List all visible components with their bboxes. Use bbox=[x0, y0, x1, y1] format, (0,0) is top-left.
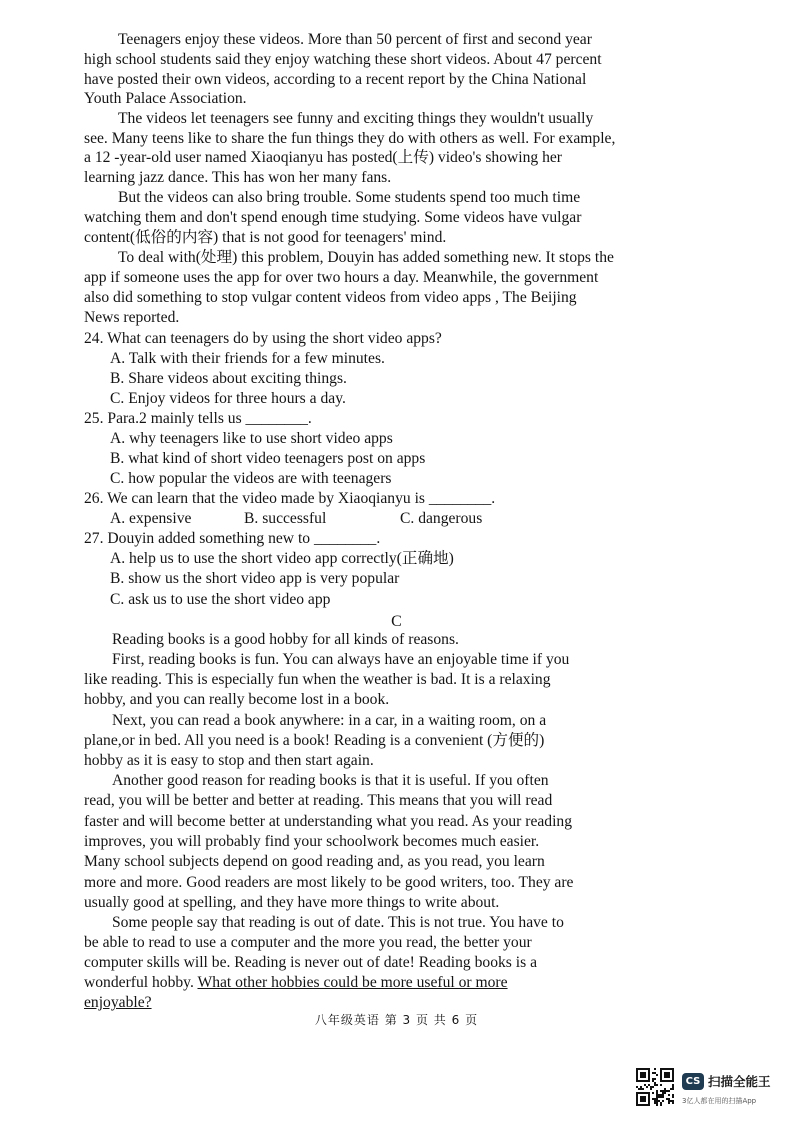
passage-line: News reported. bbox=[84, 309, 180, 326]
option-a: A. why teenagers like to use short video apps bbox=[110, 430, 393, 447]
passage-line: have posted their own videos, according to a recent report by the China National bbox=[84, 71, 587, 88]
passage-line: learning jazz dance. This has won her many fans. bbox=[84, 169, 392, 186]
passage-line: First, reading books is fun. You can always have an enjoyable time if you bbox=[112, 651, 570, 668]
question-stem: 26. We can learn that the video made by Xiaoqianyu is ________. bbox=[84, 490, 496, 507]
option-b: B. successful bbox=[244, 510, 327, 527]
option-c: C. dangerous bbox=[400, 510, 483, 527]
question-stem: 24. What can teenagers do by using the short video apps? bbox=[84, 330, 442, 347]
scanner-slogan: 3亿人都在用的扫描App bbox=[682, 1097, 757, 1105]
passage-line: content(低俗的内容) that is not good for teenagers' mind. bbox=[84, 229, 447, 246]
option-b: B. Share videos about exciting things. bbox=[110, 370, 347, 387]
passage-line: a 12 -year-old user named Xiaoqianyu has posted(上传) video's showing her bbox=[84, 149, 562, 166]
passage-line: Another good reason for reading books is that it is useful. If you often bbox=[112, 772, 549, 789]
passage-line: Teenagers enjoy these videos. More than 50 percent of first and second year bbox=[118, 31, 592, 48]
question-stem: 25. Para.2 mainly tells us ________. bbox=[84, 410, 312, 427]
passage-line: Youth Palace Association. bbox=[84, 90, 247, 107]
passage-text: wonderful hobby. bbox=[84, 974, 198, 991]
option-c: C. Enjoy videos for three hours a day. bbox=[110, 390, 346, 407]
passage-line: app if someone uses the app for over two hours a day. Meanwhile, the government bbox=[84, 269, 599, 286]
option-a: A. expensive bbox=[110, 510, 192, 527]
passage-line: be able to read to use a computer and the more you read, the better your bbox=[84, 934, 532, 951]
page-footer: 八年级英语 第 3 页 共 6 页 bbox=[314, 1013, 479, 1027]
passage-line: watching them and don't spend enough time studying. Some videos have vulgar bbox=[84, 209, 582, 226]
passage-line: faster and will become better at understanding what you read. As your reading bbox=[84, 813, 573, 830]
passage-line: Many school subjects depend on good reading and, as you read, you learn bbox=[84, 853, 545, 870]
passage-line: improves, you will probably find your schoolwork becomes much easier. bbox=[84, 833, 540, 850]
passage-line: The videos let teenagers see funny and exciting things they wouldn't usually bbox=[118, 110, 594, 127]
option-a: A. help us to use the short video app correctly(正确地) bbox=[110, 550, 454, 567]
underlined-question: enjoyable? bbox=[84, 994, 152, 1011]
passage-line: hobby, and you can really become lost in a book. bbox=[84, 691, 390, 708]
passage-line bbox=[84, 973, 684, 993]
passage-line: like reading. This is especially fun when the weather is bad. It is a relaxing bbox=[84, 671, 551, 688]
camscanner-logo-icon: CS bbox=[682, 1073, 704, 1090]
option-c: C. ask us to use the short video app bbox=[110, 591, 331, 608]
passage-line: computer skills will be. Reading is never out of date! Reading books is a bbox=[84, 954, 537, 971]
passage-line: see. Many teens like to share the fun things they do with others as well. For example, bbox=[84, 130, 616, 147]
section-heading: C bbox=[391, 613, 402, 630]
passage-line: Next, you can read a book anywhere: in a car, in a waiting room, on a bbox=[112, 712, 547, 729]
option-a: A. Talk with their friends for a few minutes. bbox=[110, 350, 385, 367]
passage-line: also did something to stop vulgar content videos from video apps , The Beijing bbox=[84, 289, 577, 306]
passage-line: But the videos can also bring trouble. Some students spend too much time bbox=[118, 189, 581, 206]
question-stem: 27. Douyin added something new to ________. bbox=[84, 530, 381, 547]
option-c: C. how popular the videos are with teenagers bbox=[110, 470, 392, 487]
passage-line: plane,or in bed. All you need is a book! Reading is a convenient (方便的) bbox=[84, 732, 545, 749]
passage-line: more and more. Good readers are most likely to be good writers, too. They are bbox=[84, 874, 574, 891]
passage-line: high school students said they enjoy watching these short videos. About 47 percent bbox=[84, 51, 602, 68]
option-b: B. what kind of short video teenagers post on apps bbox=[110, 450, 426, 467]
passage-line: usually good at spelling, and they have more things to write about. bbox=[84, 894, 500, 911]
qr-code-icon bbox=[636, 1068, 674, 1106]
option-b: B. show us the short video app is very popular bbox=[110, 570, 400, 587]
underlined-question: What other hobbies could be more useful or more bbox=[197, 974, 508, 991]
passage-line: Reading books is a good hobby for all kinds of reasons. bbox=[112, 631, 459, 648]
passage-line: hobby as it is easy to stop and then start again. bbox=[84, 752, 374, 769]
passage-line: read, you will be better and better at reading. This means that you will read bbox=[84, 792, 553, 809]
passage-line bbox=[84, 993, 684, 1013]
passage-line: Some people say that reading is out of date. This is not true. You have to bbox=[112, 914, 564, 931]
scanner-brand: 扫描全能王 bbox=[708, 1074, 771, 1089]
passage-line: To deal with(处理) this problem, Douyin has added something new. It stops the bbox=[118, 249, 614, 266]
